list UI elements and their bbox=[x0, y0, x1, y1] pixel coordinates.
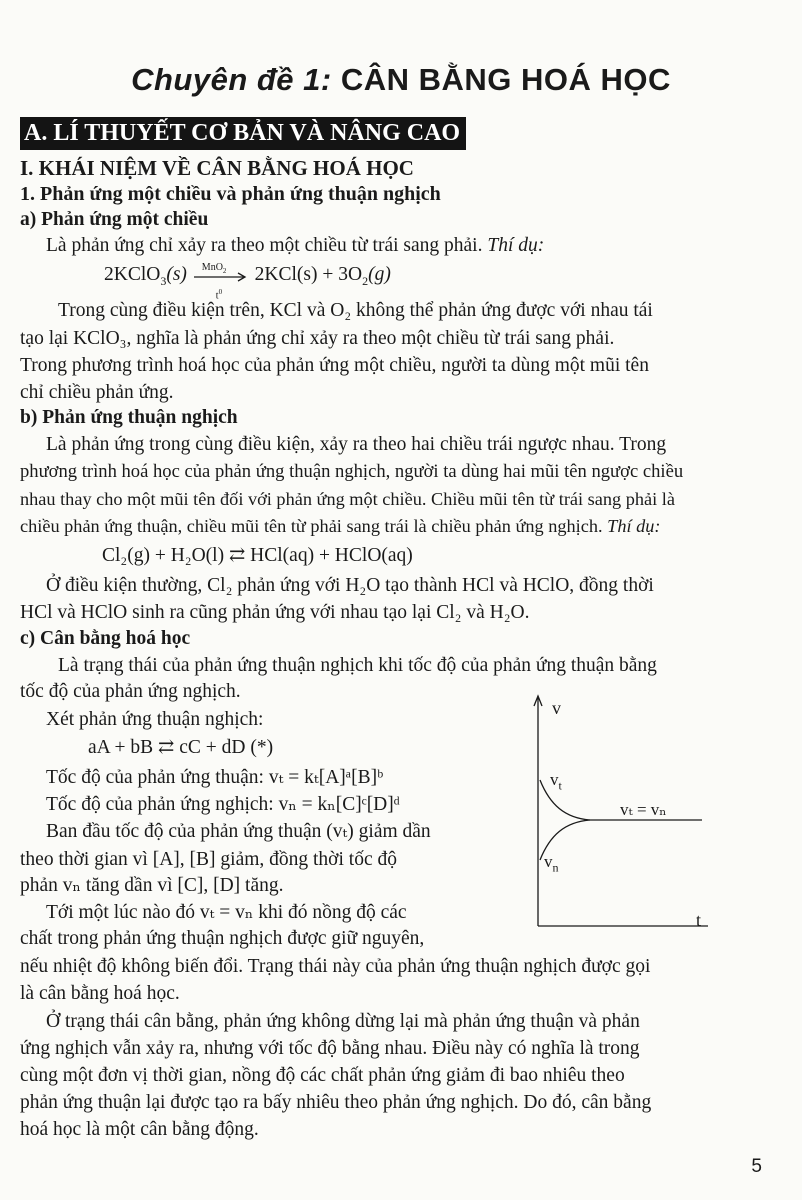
part-b-after-line: HCl và HClO sinh ra cũng phản ứng với nhau tạo lại Cl₂ và H₂O. bbox=[20, 602, 530, 623]
part-b-para-line: phương trình hoá học của phản ứng thuận nghịch, người ta dùng hai mũi tên ngược chiều bbox=[20, 461, 684, 482]
eq-reactant-sub: 3 bbox=[160, 273, 167, 288]
reverse-label-sub: n bbox=[552, 860, 559, 875]
page-number: 5 bbox=[751, 1156, 762, 1177]
part-c-consider: Xét phản ứng thuận nghịch: bbox=[46, 709, 264, 730]
eq-products: 2KCl(s) + 3O bbox=[254, 264, 363, 285]
chapter-title bbox=[0, 62, 802, 98]
graph-svg bbox=[510, 690, 720, 950]
equation-kclo3 bbox=[104, 261, 391, 301]
y-axis-label: v bbox=[552, 698, 561, 718]
part-c-para2-line: Tới một lúc nào đó vₜ = vₙ khi đó nồng độ các bbox=[46, 902, 407, 923]
part-c-para2-line: là cân bằng hoá học. bbox=[20, 983, 180, 1004]
catalyst-sub: 2 bbox=[222, 266, 227, 275]
part-c-para3-line: phản ứng thuận lại được tạo ra bấy nhiêu theo phản ứng nghịch. Do đó, cân bằng bbox=[20, 1092, 652, 1113]
part-c-para-line: tốc độ của phản ứng nghịch. bbox=[20, 681, 241, 702]
reverse-label-v: v bbox=[544, 852, 553, 871]
part-c-para3-line: hoá học là một cân bằng động. bbox=[20, 1119, 259, 1140]
part-a-para-line: Trong cùng điều kiện trên, KCl và O₂ không thể phản ứng được với nhau tái bbox=[58, 300, 653, 321]
catalyst-arrow bbox=[192, 261, 250, 301]
equation-general: aA + bB ⇄ cC + dD (*) bbox=[88, 737, 274, 758]
heat-sup: 0 bbox=[218, 287, 223, 296]
forward-label-v: v bbox=[550, 770, 559, 789]
part-b-after-line: Ở điều kiện thường, Cl₂ phản ứng với H₂O tạo thành HCl và HClO, đồng thời bbox=[46, 575, 654, 596]
forward-rate-label bbox=[550, 768, 562, 797]
forward-label-sub: t bbox=[558, 778, 562, 793]
section-i-heading: I. KHÁI NIỆM VỀ CÂN BẰNG HOÁ HỌC bbox=[20, 156, 414, 180]
part-c-para2-line: phản vₙ tăng dần vì [C], [D] tăng. bbox=[20, 875, 284, 896]
part-b-para-line: nhau thay cho một mũi tên đối với phản ứng một chiều. Chiều mũi tên từ trái sang phải là bbox=[20, 489, 675, 509]
chapter-prefix: Chuyên đề 1: bbox=[131, 62, 332, 97]
eq-reactant-state: (s) bbox=[166, 264, 187, 285]
eq-products-state: (g) bbox=[368, 264, 391, 285]
part-c-para2-line: theo thời gian vì [A], [B] giảm, đồng thời tốc độ bbox=[20, 849, 397, 870]
part-c-para2-line: Ban đầu tốc độ của phản ứng thuận (vₜ) giảm dần bbox=[46, 821, 431, 842]
equilibrium-label: vₜ = vₙ bbox=[620, 800, 667, 819]
part-c-para3-line: cùng một đơn vị thời gian, nồng độ các chất phản ứng giảm đi bao nhiêu theo bbox=[20, 1065, 625, 1086]
example-label: Thí dụ: bbox=[607, 516, 661, 536]
part-c-para3-line: Ở trạng thái cân bằng, phản ứng không dừng lại mà phản ứng thuận và phản bbox=[46, 1011, 640, 1032]
equation-cl2-h2o: Cl₂(g) + H₂O(l) ⇄ HCl(aq) + HClO(aq) bbox=[102, 545, 413, 566]
part-a-para-line: Trong phương trình hoá học của phản ứng một chiều, người ta dùng một mũi tên bbox=[20, 355, 649, 376]
part-c-heading: c) Cân bằng hoá học bbox=[20, 628, 191, 649]
reverse-rate-label bbox=[544, 850, 559, 879]
part-c-para2-line: nếu nhiệt độ không biến đổi. Trạng thái này của phản ứng thuận nghịch được gọi bbox=[20, 956, 651, 977]
part-a-intro bbox=[46, 234, 544, 258]
subsection-1-heading: 1. Phản ứng một chiều và phản ứng thuận nghịch bbox=[20, 183, 441, 205]
eq-products-sub: 2 bbox=[362, 273, 369, 288]
example-label: Thí dụ: bbox=[487, 235, 545, 256]
part-a-intro-text: Là phản ứng chỉ xảy ra theo một chiều từ trái sang phải. bbox=[46, 235, 483, 256]
x-axis-label: t bbox=[696, 910, 702, 930]
part-a-para-line: tạo lại KClO₃, nghĩa là phản ứng chỉ xảy ra theo một chiều từ trái sang phải. bbox=[20, 328, 615, 349]
catalyst-text: MnO bbox=[201, 261, 223, 273]
rate-reverse: Tốc độ của phản ứng nghịch: vₙ = kₙ[C]ᶜ[D]ᵈ bbox=[46, 794, 400, 815]
part-b-para-text: chiều phản ứng thuận, chiều mũi tên từ phải sang trái là chiều phản ứng nghịch. bbox=[20, 516, 603, 536]
part-b-heading: b) Phản ứng thuận nghịch bbox=[20, 407, 238, 428]
rate-vs-time-graph bbox=[510, 690, 720, 950]
section-a-heading: A. LÍ THUYẾT CƠ BẢN VÀ NÂNG CAO bbox=[20, 117, 466, 150]
forward-rate-curve bbox=[540, 780, 590, 820]
part-a-heading: a) Phản ứng một chiều bbox=[20, 209, 209, 230]
part-b-para-line: Là phản ứng trong cùng điều kiện, xảy ra theo hai chiều trái ngược nhau. Trong bbox=[46, 434, 667, 455]
part-c-para3-line: ứng nghịch vẫn xảy ra, nhưng với tốc độ bằng nhau. Điều này có nghĩa là trong bbox=[20, 1038, 640, 1059]
part-c-para2-line: chất trong phản ứng thuận nghịch được giữ nguyên, bbox=[20, 928, 425, 949]
chapter-main-title: CÂN BẰNG HOÁ HỌC bbox=[340, 62, 671, 97]
part-a-para-line: chỉ chiều phản ứng. bbox=[20, 382, 174, 403]
heat-text: t bbox=[215, 289, 219, 301]
eq-reactant: 2KClO bbox=[104, 264, 161, 285]
rate-forward: Tốc độ của phản ứng thuận: vₜ = kₜ[A]ᵃ[B]ᵇ bbox=[46, 767, 384, 788]
part-c-para-line: Là trạng thái của phản ứng thuận nghịch khi tốc độ của phản ứng thuận bằng bbox=[58, 655, 657, 676]
part-b-para-line bbox=[20, 514, 661, 538]
